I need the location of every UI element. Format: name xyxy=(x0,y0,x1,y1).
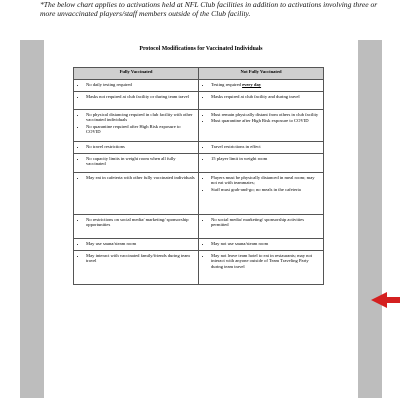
bullet-item: • Staff must grab-and-go; no meals in the cafeteria xyxy=(211,187,320,192)
bullet-item: • No quarantine required after High Risk exposure to COVID xyxy=(86,124,195,135)
bullet-item: • May not use sauna/steam room xyxy=(211,241,320,246)
table-row xyxy=(74,251,324,285)
bullet-item: • 15 player limit in weight room xyxy=(211,156,320,161)
cell-fully-vaccinated xyxy=(74,92,199,110)
bullet-list xyxy=(77,144,195,149)
cell-not-fully-vaccinated xyxy=(199,142,324,154)
bullet-list xyxy=(77,217,195,228)
cell-fully-vaccinated xyxy=(74,215,199,239)
cell-not-fully-vaccinated xyxy=(199,154,324,173)
cell-not-fully-vaccinated xyxy=(199,173,324,215)
bullet-item: • No capacity limits in weight room when all fully vaccinated xyxy=(86,156,195,167)
cell-not-fully-vaccinated xyxy=(199,215,324,239)
table-row xyxy=(74,80,324,92)
document-title: Protocol Modifications for Vaccinated Individuals xyxy=(139,46,263,52)
right-gray-margin xyxy=(358,40,382,398)
left-gray-margin xyxy=(20,40,44,398)
bullet-item: • Players must be physically distanced in meal room; may not eat with teammates; xyxy=(211,175,320,186)
bullet-item: • Must quarantine after High Risk exposure to COVID xyxy=(211,118,320,123)
bullet-list xyxy=(202,144,320,149)
table-row xyxy=(74,215,324,239)
table-row xyxy=(74,173,324,215)
bullet-list xyxy=(202,94,320,99)
bullet-list xyxy=(77,94,195,99)
cell-fully-vaccinated xyxy=(74,110,199,142)
bullet-list xyxy=(202,253,320,269)
bullet-item: • No restrictions on social media/ marketing/ sponsorship opportunities xyxy=(86,217,195,228)
chart-applicability-note: *The below chart applies to activations held at NFL Club facilities in addition to activations involving three or more unvaccinated players/staff members outside of the Club facility. xyxy=(40,0,378,18)
cell-fully-vaccinated xyxy=(74,239,199,251)
table-header-row xyxy=(74,68,324,80)
bullet-list xyxy=(202,112,320,124)
bullet-item: • No travel restrictions xyxy=(86,144,195,149)
cell-fully-vaccinated xyxy=(74,173,199,215)
cell-fully-vaccinated xyxy=(74,80,199,92)
bullet-item: • Masks not required at club facility or during team travel xyxy=(86,94,195,99)
bullet-list xyxy=(77,112,195,134)
cell-not-fully-vaccinated xyxy=(199,92,324,110)
cell-fully-vaccinated xyxy=(74,251,199,285)
cell-not-fully-vaccinated xyxy=(199,80,324,92)
cell-fully-vaccinated xyxy=(74,142,199,154)
cell-not-fully-vaccinated xyxy=(199,110,324,142)
table-row xyxy=(74,142,324,154)
bullet-list xyxy=(77,82,195,87)
cell-not-fully-vaccinated xyxy=(199,251,324,285)
bullet-item: • No social media/ marketing/ sponsorship activities permitted xyxy=(211,217,320,228)
table-row xyxy=(74,154,324,173)
bullet-item: • May eat in cafeteria with other fully vaccinated individuals xyxy=(86,175,195,180)
bullet-item: • Travel restrictions in effect xyxy=(211,144,320,149)
bullet-item: • May interact with vaccinated family/friends during team travel xyxy=(86,253,195,264)
bullet-list xyxy=(202,175,320,192)
bullet-list xyxy=(77,253,195,264)
red-arrow-icon xyxy=(371,292,400,308)
cell-fully-vaccinated xyxy=(74,154,199,173)
bullet-list xyxy=(202,156,320,161)
bullet-list xyxy=(202,82,320,87)
table-row xyxy=(74,239,324,251)
bullet-list xyxy=(77,175,195,180)
bullet-list xyxy=(202,217,320,228)
document-page xyxy=(44,40,358,400)
bullet-item: • No daily testing required xyxy=(86,82,195,87)
protocol-table xyxy=(73,67,324,285)
bullet-list xyxy=(77,241,195,246)
table-row xyxy=(74,92,324,110)
table-row xyxy=(74,110,324,142)
bullet-item: • May not leave team hotel to eat in restaurants; may not interact with anyone outside of Team Traveling Party during team travel xyxy=(211,253,320,269)
bullet-list xyxy=(202,241,320,246)
bullet-item: • No physical distancing required in club facility with other vaccinated individuals xyxy=(86,112,195,123)
emphasized-phrase: every day xyxy=(242,82,262,87)
column-header-fully-vaccinated: Fully Vaccinated xyxy=(74,68,199,80)
bullet-item: • May use sauna/steam room xyxy=(86,241,195,246)
bullet-item: • Must remain physically distant from others in club facility xyxy=(211,112,320,117)
bullet-item: • Testing required every day xyxy=(211,82,320,87)
bullet-item: • Masks required at club facility and during travel xyxy=(211,94,320,99)
cell-not-fully-vaccinated xyxy=(199,239,324,251)
bullet-list xyxy=(77,156,195,167)
column-header-not-fully-vaccinated: Not Fully Vaccinated xyxy=(199,68,324,80)
